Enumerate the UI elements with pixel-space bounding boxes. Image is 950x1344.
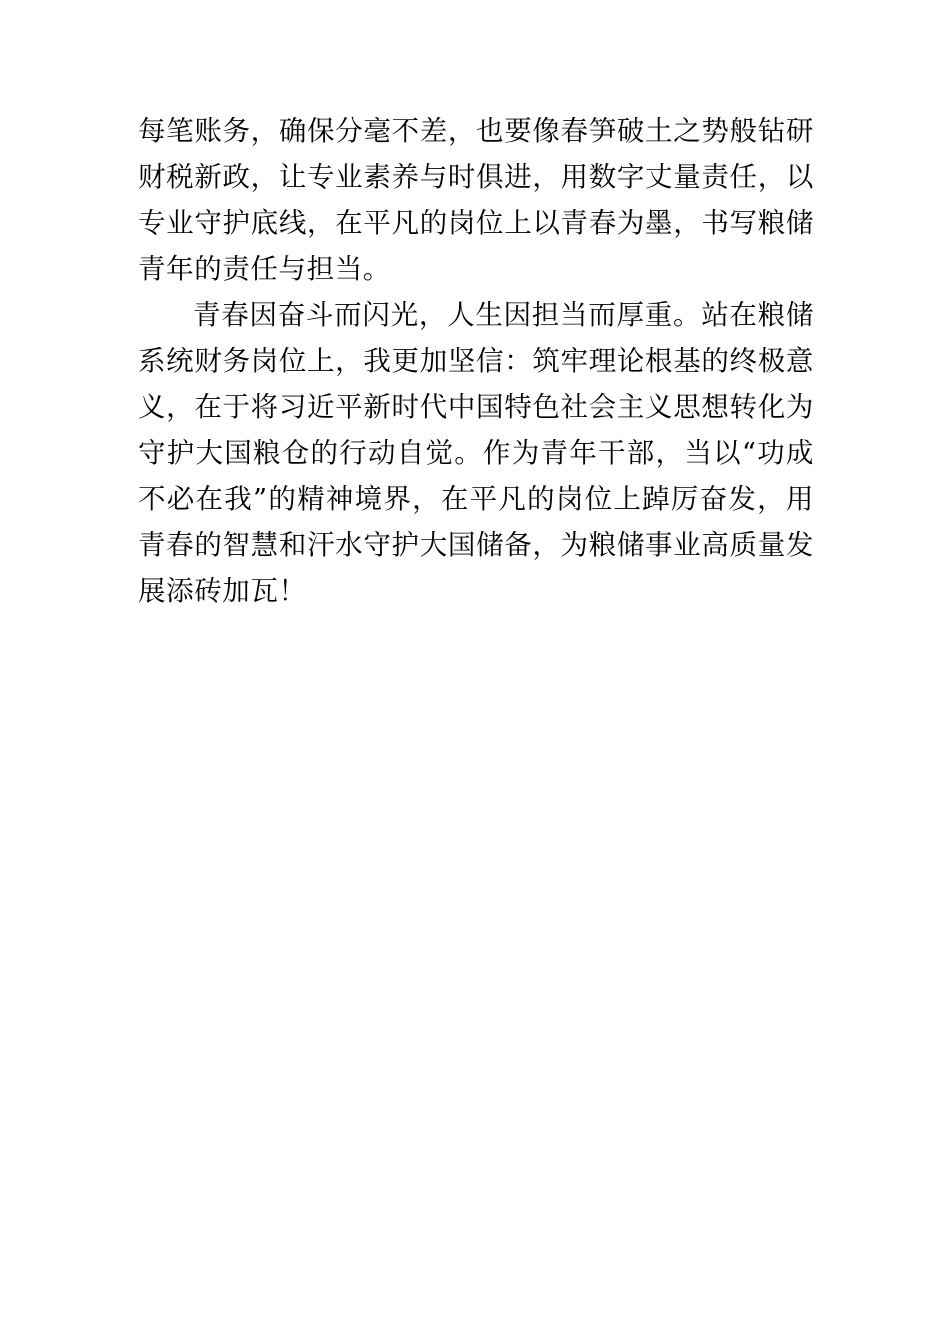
- document-body: [138, 108, 814, 614]
- paragraph-closing: 青春因奋斗而闪光，人生因担当而厚重。站在粮储系统财务岗位上，我更加坚信：筑牢理论根基的终极意义，在于将习近平新时代中国特色社会主义思想转化为守护大国粮仓的行动自觉。作为青年干部，当以“功成不必在我”的精神境界，在平凡的岗位上踔厉奋发，用青春的智慧和汗水守护大国储备，为粮储事业高质量发展添砖加瓦！: [138, 299, 814, 607]
- paragraph-continued: 每笔账务，确保分毫不差，也要像春笋破土之势般钻研财税新政，让专业素养与时俱进，用数字丈量责任，以专业守护底线，在平凡的岗位上以青春为墨，书写粮储青年的责任与担当。: [138, 115, 814, 285]
